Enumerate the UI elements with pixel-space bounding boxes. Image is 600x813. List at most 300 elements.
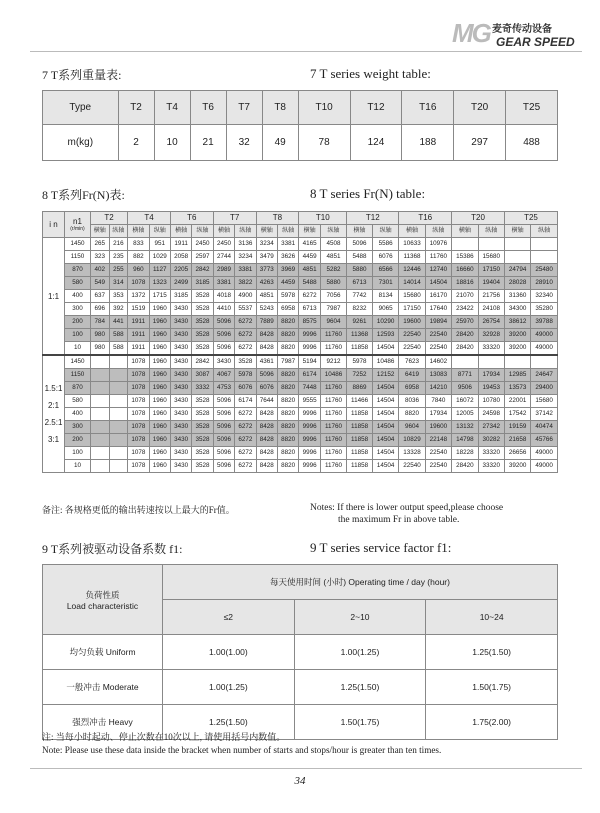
- fr-value-cell: 11760: [320, 395, 346, 408]
- fr-value-cell: 39200: [504, 460, 530, 473]
- fr-value-cell: 3430: [170, 342, 191, 356]
- fr-value-cell: 11760: [320, 329, 346, 342]
- fr-value-cell: 7889: [256, 316, 277, 329]
- fr-value-cell: 19600: [425, 421, 451, 434]
- fr-i-header: i n: [43, 212, 65, 238]
- fr-speed-cell: 1150: [65, 369, 91, 382]
- fr-value-cell: 5096: [213, 421, 234, 434]
- fr-value-cell: 15680: [478, 251, 504, 264]
- sec9-title-cn: 9 T系列被驱动设备系数 f1:: [42, 542, 183, 556]
- fr-value-cell: 8869: [347, 382, 373, 395]
- fr-value-cell: 11760: [320, 408, 346, 421]
- weight-value-cell: 10: [154, 125, 190, 161]
- fr-value-cell: 5537: [235, 303, 256, 316]
- fr-value-cell: 6174: [299, 369, 320, 382]
- fr-type-header: T6: [170, 212, 213, 225]
- fr-value-cell: 1960: [149, 460, 170, 473]
- fr-sub-header-a: 横轴: [299, 225, 320, 238]
- fr-value-cell: 6958: [399, 382, 425, 395]
- fr-value-cell: 19894: [425, 316, 451, 329]
- fr-sub-header-b: 纵轴: [372, 225, 398, 238]
- fr-value-cell: 1715: [149, 290, 170, 303]
- fr-value-cell: 323: [91, 251, 110, 264]
- fr-value-cell: 3822: [235, 277, 256, 290]
- fr-speed-cell: 1150: [65, 251, 91, 264]
- sf-load-cn: 负荷性质: [85, 589, 120, 600]
- sf-col-header: ≤2: [163, 600, 295, 635]
- fr-sub-header-a: 横轴: [256, 225, 277, 238]
- fr-value-cell: 24647: [531, 369, 558, 382]
- fr-value-cell: 18816: [452, 277, 478, 290]
- fr-value-cell: [531, 238, 558, 251]
- fr-value-cell: 3430: [170, 408, 191, 421]
- fr-value-cell: 45766: [531, 434, 558, 447]
- fr-value-cell: [531, 355, 558, 369]
- fr-value-cell: 2058: [170, 251, 191, 264]
- fr-value-cell: 22540: [425, 329, 451, 342]
- fr-value-cell: 4361: [256, 355, 277, 369]
- fr-value-cell: 1960: [149, 303, 170, 316]
- weight-table: [42, 90, 558, 161]
- fr-value-cell: 14504: [372, 382, 398, 395]
- fr-value-cell: 588: [109, 329, 128, 342]
- fr-value-cell: 14504: [372, 395, 398, 408]
- fr-value-cell: 22540: [399, 342, 425, 356]
- sec7-title-en: 7 T series weight table:: [310, 66, 431, 81]
- sf-value-cell: 1.00(1.25): [163, 670, 295, 705]
- fr-value-cell: 5978: [277, 290, 298, 303]
- fr-value-cell: 10486: [372, 355, 398, 369]
- fr-value-cell: 5096: [256, 369, 277, 382]
- fr-value-cell: 12005: [452, 408, 478, 421]
- fr-value-cell: 14504: [372, 434, 398, 447]
- fr-value-cell: [109, 447, 128, 460]
- fr-value-cell: 15680: [531, 395, 558, 408]
- fr-value-cell: 2450: [213, 238, 234, 251]
- fr-value-cell: 5096: [213, 342, 234, 356]
- fr-value-cell: 3381: [277, 238, 298, 251]
- weight-type-label: Type: [43, 91, 119, 125]
- fr-sub-header-b: 纵轴: [425, 225, 451, 238]
- fr-value-cell: 33320: [478, 460, 504, 473]
- fr-speed-cell: 870: [65, 382, 91, 395]
- fr-value-cell: 3479: [256, 251, 277, 264]
- sec8-title-cn: 8 T系列Fr(N)表:: [42, 188, 125, 202]
- fr-value-cell: [109, 421, 128, 434]
- fr-value-cell: 5096: [213, 395, 234, 408]
- fr-sub-header-b: 纵轴: [478, 225, 504, 238]
- fr-speed-cell: 580: [65, 395, 91, 408]
- logo-mark: MG: [452, 18, 490, 48]
- fr-sub-header-b: 纵轴: [192, 225, 213, 238]
- weight-type-cell: T16: [402, 91, 454, 125]
- fr-value-cell: 882: [128, 251, 149, 264]
- fr-value-cell: 19159: [504, 421, 530, 434]
- fr-value-cell: 960: [128, 264, 149, 277]
- fr-value-cell: 3430: [170, 447, 191, 460]
- fr-value-cell: 28420: [452, 460, 478, 473]
- fr-value-cell: 833: [128, 238, 149, 251]
- fr-value-cell: 40474: [531, 421, 558, 434]
- sf-value-cell: 1.25(1.50): [163, 705, 295, 740]
- fr-value-cell: [478, 238, 504, 251]
- fr-value-cell: 1078: [128, 395, 149, 408]
- fr-value-cell: 24794: [504, 264, 530, 277]
- fr-value-cell: [91, 382, 110, 395]
- fr-type-header: T25: [504, 212, 557, 225]
- weight-type-cell: T10: [298, 91, 350, 125]
- fr-sub-header-a: 横轴: [399, 225, 425, 238]
- fr-value-cell: 1911: [170, 238, 191, 251]
- fr-value-cell: 3528: [192, 434, 213, 447]
- fr-value-cell: 3969: [277, 264, 298, 277]
- fr-value-cell: 34300: [504, 303, 530, 316]
- fr-value-cell: 4459: [277, 277, 298, 290]
- fr-value-cell: 3528: [192, 395, 213, 408]
- fr-value-cell: 21756: [478, 290, 504, 303]
- fr-value-cell: 9212: [320, 355, 346, 369]
- fr-value-cell: 4851: [256, 290, 277, 303]
- fr-value-cell: 2597: [192, 251, 213, 264]
- fr-value-cell: 9065: [372, 303, 398, 316]
- fr-value-cell: 11760: [320, 421, 346, 434]
- fr-value-cell: 3430: [170, 382, 191, 395]
- fr-value-cell: [91, 355, 110, 369]
- fr-value-cell: 3528: [192, 290, 213, 303]
- weight-type-cell: T25: [506, 91, 558, 125]
- fr-value-cell: 8820: [277, 434, 298, 447]
- fr-value-cell: 4263: [256, 277, 277, 290]
- brand-logo: [452, 18, 582, 52]
- fr-value-cell: 17934: [425, 408, 451, 421]
- fr-value-cell: 5978: [235, 369, 256, 382]
- weight-type-cell: T7: [226, 91, 262, 125]
- sf-value-cell: 1.75(2.00): [426, 705, 558, 740]
- fr-value-cell: 1960: [149, 316, 170, 329]
- fr-value-cell: 17542: [504, 408, 530, 421]
- fr-value-cell: [478, 355, 504, 369]
- fr-value-cell: 3773: [256, 264, 277, 277]
- fr-value-cell: 353: [109, 290, 128, 303]
- fr-value-cell: [531, 251, 558, 264]
- fr-sub-header-a: 横轴: [91, 225, 110, 238]
- fr-value-cell: 7840: [425, 395, 451, 408]
- fr-value-cell: [452, 355, 478, 369]
- fr-value-cell: 11858: [347, 447, 373, 460]
- fr-value-cell: 7644: [256, 395, 277, 408]
- fr-speed-cell: 300: [65, 303, 91, 316]
- fr-sub-header-a: 横轴: [213, 225, 234, 238]
- fr-value-cell: 8820: [277, 342, 298, 356]
- sec9-title-en: 9 T series service factor f1:: [310, 540, 452, 555]
- fr-value-cell: 11858: [347, 460, 373, 473]
- fr-value-cell: 19404: [478, 277, 504, 290]
- fr-value-cell: 23422: [452, 303, 478, 316]
- fr-type-header: T10: [299, 212, 347, 225]
- fr-value-cell: 265: [91, 238, 110, 251]
- fr-value-cell: 22001: [504, 395, 530, 408]
- logo-cn: 麦奇传动设备: [492, 24, 552, 35]
- fr-value-cell: 26754: [478, 316, 504, 329]
- fr-value-cell: 32928: [478, 329, 504, 342]
- fr-sub-header-a: 横轴: [170, 225, 191, 238]
- sf-row-label: 均匀负载 Uniform: [43, 635, 163, 670]
- fr-value-cell: 11858: [347, 408, 373, 421]
- fr-value-cell: 11760: [320, 434, 346, 447]
- fr-value-cell: 6272: [235, 434, 256, 447]
- fr-value-cell: 4851: [299, 264, 320, 277]
- fr-value-cell: 9996: [299, 408, 320, 421]
- weight-type-cell: T2: [118, 91, 154, 125]
- fr-value-cell: 49000: [531, 447, 558, 460]
- fr-value-cell: 13132: [452, 421, 478, 434]
- weight-value-cell: 488: [506, 125, 558, 161]
- footer-rule: [30, 768, 582, 769]
- sf-row-label: 一般冲击 Moderate: [43, 670, 163, 705]
- header-rule: [30, 51, 582, 52]
- fr-value-cell: 1127: [149, 264, 170, 277]
- fr-n1-header: [65, 212, 91, 238]
- fr-value-cell: 14504: [372, 421, 398, 434]
- fr-value-cell: 4900: [235, 290, 256, 303]
- fr-value-cell: 8428: [256, 460, 277, 473]
- fr-value-cell: 28420: [452, 329, 478, 342]
- fr-type-header: T20: [452, 212, 505, 225]
- fr-value-cell: 3234: [256, 238, 277, 251]
- fr-value-cell: 1960: [149, 369, 170, 382]
- fr-value-cell: 6566: [372, 264, 398, 277]
- fr-sub-header-b: 纵轴: [320, 225, 346, 238]
- fr-value-cell: 1078: [128, 355, 149, 369]
- fr-value-cell: 14014: [399, 277, 425, 290]
- fr-value-cell: 2842: [192, 264, 213, 277]
- fr-value-cell: 6419: [399, 369, 425, 382]
- fr-sub-header-b: 纵轴: [277, 225, 298, 238]
- fr-value-cell: [91, 434, 110, 447]
- fr-value-cell: 22540: [425, 447, 451, 460]
- fr-speed-cell: 200: [65, 316, 91, 329]
- fr-value-cell: 6272: [299, 290, 320, 303]
- fr-value-cell: 8820: [277, 460, 298, 473]
- fr-type-header: T12: [347, 212, 399, 225]
- fr-value-cell: [452, 238, 478, 251]
- fr-value-cell: 7301: [372, 277, 398, 290]
- fr-type-header: T7: [213, 212, 256, 225]
- fr-value-cell: 6272: [235, 329, 256, 342]
- sf-load-header: [43, 565, 163, 635]
- fr-value-cell: 1029: [149, 251, 170, 264]
- fr-value-cell: 6713: [299, 303, 320, 316]
- fr-value-cell: 3528: [192, 460, 213, 473]
- fr-value-cell: 4410: [213, 303, 234, 316]
- fr-value-cell: 5488: [347, 251, 373, 264]
- fr-value-cell: 6076: [235, 382, 256, 395]
- fr-value-cell: 12152: [372, 369, 398, 382]
- fr-value-cell: 9996: [299, 434, 320, 447]
- fr-value-cell: 8820: [277, 329, 298, 342]
- fr-value-cell: 8232: [347, 303, 373, 316]
- fr-value-cell: 4753: [213, 382, 234, 395]
- fr-value-cell: 24108: [478, 303, 504, 316]
- fr-value-cell: 14504: [425, 277, 451, 290]
- weight-value-cell: 49: [262, 125, 298, 161]
- fr-value-cell: 3430: [170, 434, 191, 447]
- fr-value-cell: 33320: [478, 447, 504, 460]
- fr-value-cell: 22540: [399, 329, 425, 342]
- fr-value-cell: 9996: [299, 447, 320, 460]
- fr-value-cell: 12740: [425, 264, 451, 277]
- fr-value-cell: [91, 369, 110, 382]
- fr-value-cell: 784: [91, 316, 110, 329]
- fr-value-cell: 9996: [299, 460, 320, 473]
- weight-value-cell: 124: [350, 125, 402, 161]
- fr-value-cell: [109, 460, 128, 473]
- sf-value-cell: 1.50(1.75): [426, 670, 558, 705]
- fr-value-cell: 37142: [531, 408, 558, 421]
- fr-value-cell: 8036: [399, 395, 425, 408]
- fr-rpm-label: (r/min): [70, 225, 85, 232]
- fr-value-cell: 8428: [256, 342, 277, 356]
- fr-type-header: T2: [91, 212, 128, 225]
- fr-value-cell: 6272: [235, 342, 256, 356]
- fr-value-cell: 9604: [399, 421, 425, 434]
- fr-value-cell: 4067: [213, 369, 234, 382]
- fr-value-cell: 637: [91, 290, 110, 303]
- fr-value-cell: 10290: [372, 316, 398, 329]
- fr-ratio-cell: [43, 238, 65, 356]
- sf-value-cell: 1.25(1.50): [426, 635, 558, 670]
- weight-value-cell: 32: [226, 125, 262, 161]
- fr-ratio-label: 2.5:1: [44, 418, 63, 427]
- fr-ratio-label: 1:1: [47, 291, 60, 301]
- fr-value-cell: 3430: [170, 303, 191, 316]
- fr-value-cell: 14504: [372, 460, 398, 473]
- sf-value-cell: 1.25(1.50): [294, 670, 426, 705]
- fr-value-cell: 4165: [299, 238, 320, 251]
- fr-value-cell: 392: [109, 303, 128, 316]
- fr-speed-cell: 1450: [65, 355, 91, 369]
- fr-type-header: T8: [256, 212, 299, 225]
- fr-n1-label: n1: [73, 216, 82, 226]
- sf-value-cell: 1.00(1.00): [163, 635, 295, 670]
- fr-speed-cell: 10: [65, 460, 91, 473]
- fr-speed-cell: 400: [65, 290, 91, 303]
- logo-en: GEAR SPEED: [496, 35, 575, 49]
- fr-value-cell: 28028: [504, 277, 530, 290]
- fr-value-cell: 8771: [452, 369, 478, 382]
- fr-value-cell: 11858: [347, 342, 373, 356]
- fr-value-cell: 8820: [277, 395, 298, 408]
- fr-value-cell: 19453: [478, 382, 504, 395]
- fr-value-cell: 1078: [128, 382, 149, 395]
- fr-value-cell: 5880: [320, 277, 346, 290]
- fr-value-cell: 7056: [320, 290, 346, 303]
- sf-col-header: 10~24: [426, 600, 558, 635]
- fr-value-cell: 8820: [277, 316, 298, 329]
- fr-value-cell: 39788: [531, 316, 558, 329]
- fr-ratio-label: 1.5:1: [44, 384, 63, 393]
- fr-value-cell: 11760: [320, 447, 346, 460]
- fr-value-cell: [109, 355, 128, 369]
- sec8-title-en: 8 T series Fr(N) table:: [310, 186, 426, 201]
- fr-value-cell: 22540: [425, 342, 451, 356]
- fr-value-cell: 1960: [149, 447, 170, 460]
- fr-value-cell: 4851: [320, 251, 346, 264]
- fr-value-cell: 5194: [299, 355, 320, 369]
- fr-value-cell: 216: [109, 238, 128, 251]
- fr-sub-header-a: 横轴: [128, 225, 149, 238]
- fr-value-cell: 5586: [372, 238, 398, 251]
- fr-value-cell: [91, 395, 110, 408]
- fr-value-cell: 13328: [399, 447, 425, 460]
- fr-value-cell: 22540: [425, 460, 451, 473]
- fr-value-cell: 49000: [531, 460, 558, 473]
- fr-value-cell: 980: [91, 342, 110, 356]
- fr-speed-cell: 1450: [65, 238, 91, 251]
- fr-value-cell: 30282: [478, 434, 504, 447]
- fr-value-cell: 3528: [192, 342, 213, 356]
- fr-speed-cell: 100: [65, 329, 91, 342]
- fr-value-cell: 1960: [149, 342, 170, 356]
- fr-type-header: T4: [128, 212, 171, 225]
- fr-value-cell: 1960: [149, 329, 170, 342]
- fr-value-cell: 2842: [192, 355, 213, 369]
- fr-value-cell: 8428: [256, 329, 277, 342]
- fr-value-cell: 17934: [478, 369, 504, 382]
- fr-speed-cell: 100: [65, 447, 91, 460]
- fr-value-cell: 9604: [320, 316, 346, 329]
- fr-value-cell: 3528: [192, 329, 213, 342]
- fr-value-cell: [109, 408, 128, 421]
- fr-value-cell: 7987: [320, 303, 346, 316]
- fr-value-cell: [91, 421, 110, 434]
- fr-value-cell: 1960: [149, 382, 170, 395]
- fr-value-cell: 10633: [399, 238, 425, 251]
- fr-value-cell: 3234: [235, 251, 256, 264]
- fr-value-cell: 3528: [192, 316, 213, 329]
- fr-value-cell: 19600: [399, 316, 425, 329]
- weight-value-cell: 297: [454, 125, 506, 161]
- fr-value-cell: 13083: [425, 369, 451, 382]
- fr-value-cell: 5488: [299, 277, 320, 290]
- fr-value-cell: 5096: [347, 238, 373, 251]
- fr-value-cell: 13573: [504, 382, 530, 395]
- fr-value-cell: 3528: [192, 303, 213, 316]
- fr-speed-cell: 580: [65, 277, 91, 290]
- fr-value-cell: 2499: [170, 277, 191, 290]
- fr-value-cell: 29400: [531, 382, 558, 395]
- fr-value-cell: 1078: [128, 447, 149, 460]
- fr-value-cell: 3430: [170, 329, 191, 342]
- fr-value-cell: 3430: [170, 355, 191, 369]
- weight-value-cell: 188: [402, 125, 454, 161]
- sf-load-en: Load characteristic: [66, 600, 139, 611]
- fr-value-cell: 1960: [149, 421, 170, 434]
- fr-value-cell: 3381: [213, 277, 234, 290]
- fr-value-cell: 21658: [504, 434, 530, 447]
- fr-value-cell: 3528: [235, 355, 256, 369]
- fr-value-cell: 1960: [149, 408, 170, 421]
- fr-value-cell: 8428: [256, 434, 277, 447]
- weight-value-cell: 2: [118, 125, 154, 161]
- fr-value-cell: 3528: [192, 447, 213, 460]
- fr-value-cell: [91, 447, 110, 460]
- fr-type-header: T16: [399, 212, 452, 225]
- fr-value-cell: 9506: [452, 382, 478, 395]
- fr-value-cell: 402: [91, 264, 110, 277]
- note8-en2: the maximum Fr in above table.: [338, 515, 460, 525]
- fr-value-cell: [109, 382, 128, 395]
